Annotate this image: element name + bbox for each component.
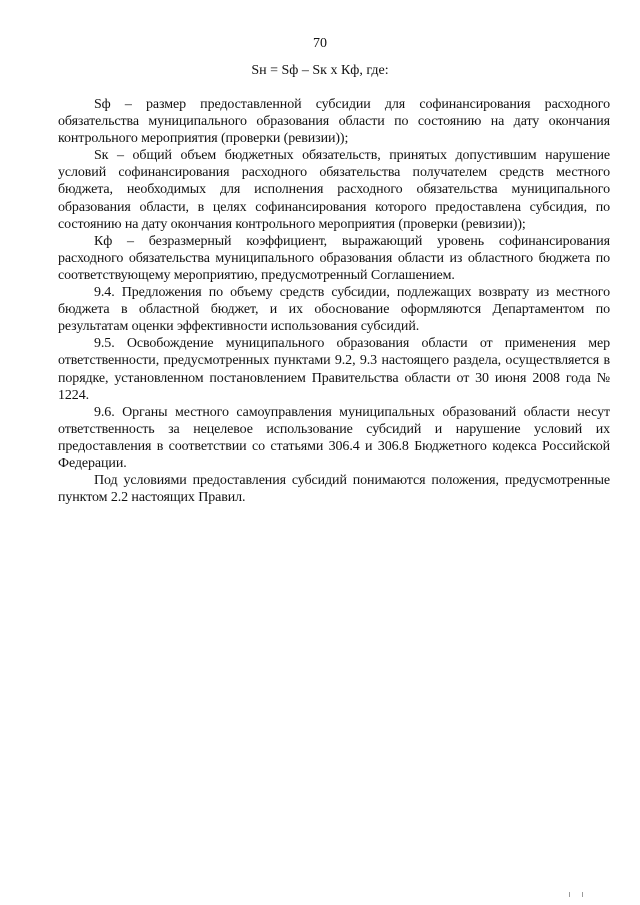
page-number: 70 — [313, 36, 327, 51]
scan-artifact-mark — [582, 892, 583, 897]
paragraph-9-5: 9.5. Освобождение муниципального образования области от применения мер ответственности, предусмотренных пунктами 9.2, 9.3 настоящего раздела, осуществляется в порядке, установленном постановлением Правительства области от 30 июня 2008 года № 1224. — [58, 336, 610, 403]
scan-artifact-mark — [569, 892, 570, 897]
paragraph-sf-definition: Sф – размер предоставленной субсидии для софинансирования расходного обязательства муниципального образования области по состоянию на дату окончания контрольного мероприятия (проверки (ревизии)); — [58, 97, 610, 147]
paragraph-kf-definition: Кф – безразмерный коэффициент, выражающий уровень софинансирования расходного обязательства муниципального образования области из областного бюджета по соответствующему мероприятию, предусмотренный Соглашением. — [58, 233, 610, 283]
paragraph-sk-definition: Sк – общий объем бюджетных обязательств, принятых допустившим нарушение условий софинансирования расходного обязательства получателем средств местного бюджета, необходимых для исполнения расходного обязательства муниципального образования области, в целях софинансирования которого предоставлена субсидия, по состоянию на дату окончания контрольного мероприятия (проверки (ревизии)); — [58, 148, 610, 232]
document-body — [58, 96, 610, 506]
paragraph-9-4: 9.4. Предложения по объему средств субсидии, подлежащих возврату из местного бюджета в областной бюджет, и их обоснование оформляются Департаментом по результатам оценки эффективности использования субсидий. — [58, 285, 610, 335]
formula: Sн = Sф – Sк х Кф, где: — [251, 63, 389, 78]
paragraph-9-6: 9.6. Органы местного самоуправления муниципальных образований области несут ответственность за нецелевое использование субсидий и нарушение условий их предоставления в соответствии со статьями 306.4 и 306.8 Бюджетного кодекса Российской Федерации. — [58, 404, 610, 471]
paragraph-conditions: Под условиями предоставления субсидий понимаются положения, предусмотренные пунктом 2.2 настоящих Правил. — [58, 473, 610, 506]
